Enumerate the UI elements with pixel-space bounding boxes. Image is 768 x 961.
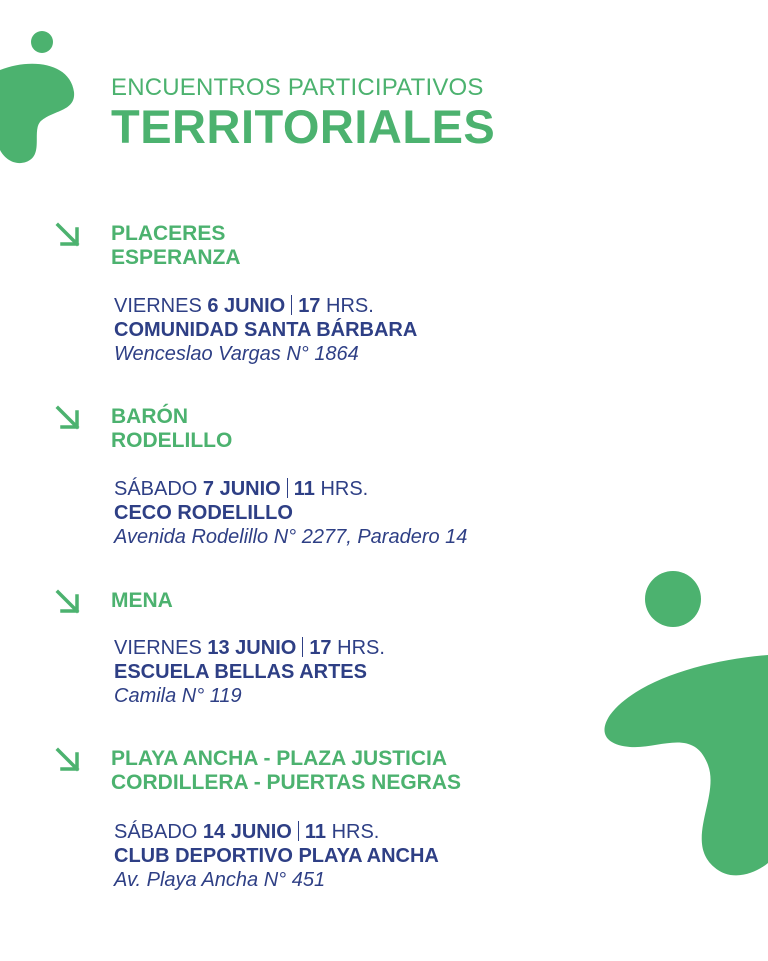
arrow-down-right-icon	[55, 405, 81, 431]
place-line-2: CORDILLERA - PUERTAS NEGRAS	[111, 771, 462, 794]
separator	[291, 295, 292, 315]
top-left-decorative-shape	[0, 0, 110, 175]
date-time-line	[114, 294, 417, 318]
event-details	[114, 636, 385, 708]
event-date: 6 JUNIO	[207, 295, 286, 317]
blob-shape	[0, 64, 74, 163]
arrow-down-right-icon	[55, 747, 81, 773]
event-day: SÁBADO	[114, 821, 198, 843]
large-dot	[645, 571, 701, 627]
event-day: SÁBADO	[114, 478, 198, 500]
place-name	[111, 405, 232, 453]
event-venue: COMUNIDAD SANTA BÁRBARA	[114, 319, 418, 341]
small-dot	[31, 31, 53, 53]
event-hrs: HRS.	[320, 478, 369, 500]
event-details	[114, 294, 417, 366]
place-line-1: MENA	[111, 589, 173, 612]
event-day: VIERNES	[114, 295, 202, 317]
date-time-line	[114, 636, 385, 660]
place-line-1: PLAYA ANCHA - PLAZA JUSTICIA	[111, 747, 448, 770]
date-time-line	[114, 820, 439, 844]
event-date: 13 JUNIO	[207, 637, 297, 659]
bottom-right-decorative-shape	[596, 565, 768, 885]
event-hrs: HRS.	[337, 637, 385, 659]
event-address: Avenida Rodelillo N° 2277, Paradero 14	[114, 526, 468, 548]
arrow-down-right-icon	[55, 589, 81, 615]
event-address: Wenceslao Vargas N° 1864	[114, 343, 359, 365]
page-header	[111, 74, 495, 153]
event-details	[114, 477, 467, 549]
place-name	[111, 222, 241, 270]
event-hour: 11	[304, 821, 327, 843]
event-day: VIERNES	[114, 637, 202, 659]
arrow-down-right-icon	[55, 222, 81, 248]
place-line-1: PLACERES	[111, 222, 226, 245]
separator	[302, 637, 303, 657]
header-title: TERRITORIALES	[111, 100, 496, 153]
place-line-1: BARÓN	[111, 405, 188, 428]
event-hour: 11	[293, 478, 315, 500]
event-address: Av. Playa Ancha N° 451	[114, 869, 326, 891]
event-hrs: HRS.	[331, 821, 380, 843]
place-line-2: RODELILLO	[111, 429, 233, 452]
event-date: 7 JUNIO	[202, 478, 281, 500]
event-hour: 17	[309, 637, 332, 659]
separator	[287, 478, 288, 498]
event-hour: 17	[298, 295, 321, 317]
header-subtitle: ENCUENTROS PARTICIPATIVOS	[111, 74, 484, 101]
place-line-2: ESPERANZA	[111, 246, 241, 269]
blob-shape	[604, 655, 768, 875]
separator	[298, 821, 299, 841]
event-venue: CLUB DEPORTIVO PLAYA ANCHA	[114, 845, 439, 867]
place-name	[111, 747, 461, 795]
date-time-line	[114, 477, 467, 501]
event-details	[114, 820, 439, 892]
event-venue: CECO RODELILLO	[114, 502, 293, 524]
event-venue: ESCUELA BELLAS ARTES	[114, 661, 367, 683]
event-date: 14 JUNIO	[202, 821, 292, 843]
event-address: Camila N° 119	[114, 685, 242, 707]
event-hrs: HRS.	[326, 295, 374, 317]
place-name	[111, 589, 173, 613]
